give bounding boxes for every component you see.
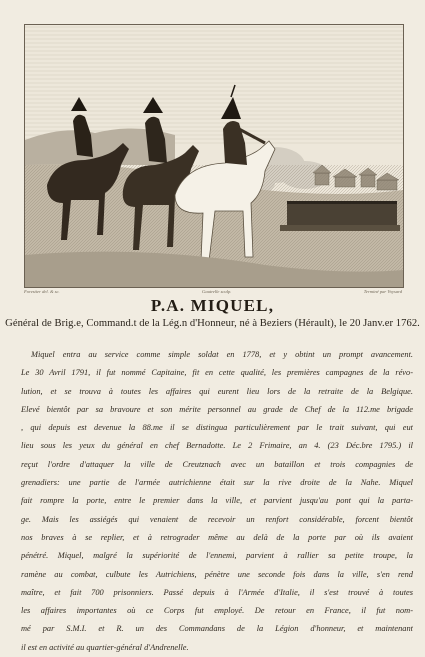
biography-line: Miquel entra au service comme simple soldat en 1778, et y obtint un prompt avancement. — [31, 350, 413, 359]
biography-line: Elevé bientôt par sa bravoure et son mérite personnel au grade de Chef de la 112.me brigade — [21, 404, 413, 414]
biography-line: , qui depuis est devenue la 88.me il se distingua particulièrement par le trait suivant, qui eut — [21, 423, 413, 433]
biography-line: reçut l'ordre d'attaquer la ville de Creutznach avec un bataillon et trois compagnies de — [21, 459, 413, 469]
credit-engraver: Gautrelle sculp. — [202, 289, 232, 294]
portrait-name: P.A. MIQUEL, — [150, 296, 275, 315]
credit-painter: Forestier del. & sc. — [24, 289, 60, 294]
biography-line: grenadiers: une partie de l'armée autrichienne était sur la rive droite de la Nahe. Miquel — [21, 478, 413, 488]
battle-scene — [25, 25, 403, 287]
biography-line: lution, et se trouva à toutes les affaires qui eurent lieu lors de la retraite de la Belgique. — [21, 386, 413, 396]
biography-line: nos braves à se replier, et à retrograder même au delà de la porte par où ils avaient — [21, 532, 413, 542]
biography-line: Le 30 Avril 1791, il fut nommé Capitaine, fit en cette qualité, les premières campagnes de la révo- — [21, 368, 413, 378]
biography-line: ge. Mais les assiégés qui venaient de recevoir un renfort considérable, forcent bientôt — [21, 514, 413, 524]
biography-line: ramène au combat, culbute les Autrichiens, pénètre une seconde fois dans la ville, s'en rend — [21, 569, 413, 579]
portrait-titles: Général de Brig.e, Command.t de la Lég.n d'Honneur, né à Beziers (Hérault), le 20 Janv.er 1762. — [5, 318, 420, 329]
biography-text — [21, 346, 413, 657]
biography-line: les affaires importantes où ce Corps fut employé. De retour en France, il fut nom- — [21, 606, 413, 616]
biography-line: pénétré. Miquel, malgré la supériorité de l'ennemi, parvient à rallier sa petite troupe, la — [21, 551, 413, 561]
biography-line: fait rompre la porte, entre le premier dans la ville, et parvient jusqu'au pont qui la parta- — [21, 496, 413, 506]
biography-line: lieu sous les yeux du général en chef Bernadotte. Le 2 Frimaire, an 4. (23 Déc.bre 1795.) il — [21, 441, 413, 451]
biography-line: mé par S.M.I. et R. un des Commandans de la Légion d'honneur, et maintenant — [21, 624, 413, 634]
credit-printer: Terminé par Voysard — [363, 289, 402, 294]
biography-line: maître, et fait 700 prisonniers. Passé depuis à l'Armée d'Italie, il s'est trouvé à toutes — [21, 587, 413, 597]
biography-line: il est en activité au quartier-général d'Andrenelle. — [21, 642, 189, 652]
infantry-line — [280, 201, 400, 231]
engraving-illustration — [24, 24, 404, 288]
